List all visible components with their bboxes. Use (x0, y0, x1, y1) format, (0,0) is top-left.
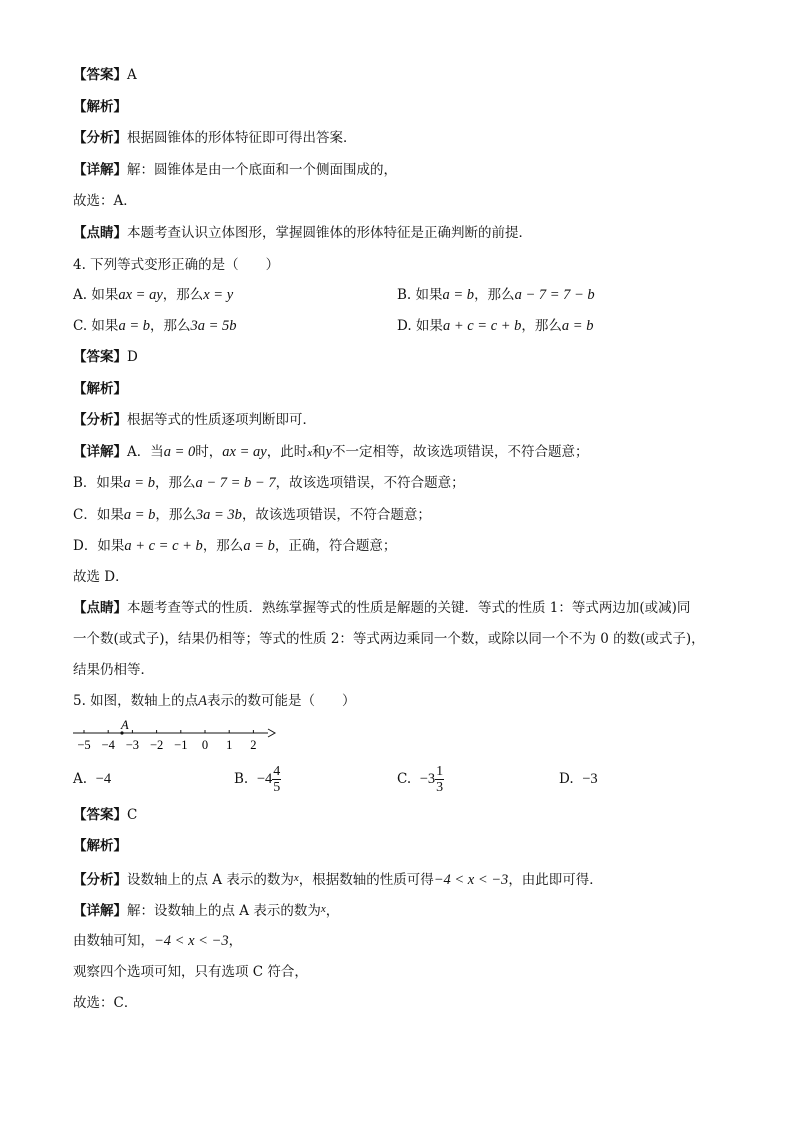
number-line-tick-label: −5 (77, 738, 91, 752)
q4-xiangjie-a (73, 443, 589, 462)
q3-analysis-heading (73, 98, 127, 116)
q4-xiangjie-b (73, 474, 465, 492)
option-mid: ，那么 (521, 318, 562, 334)
text: 时， (195, 444, 223, 460)
q4-dianjing-line (73, 599, 690, 617)
option-label: C. (397, 771, 412, 787)
analysis-tag: 【解析】 (73, 381, 127, 397)
math-expr: A (198, 693, 208, 709)
q4-fenxi-line (73, 411, 316, 429)
answer-value: C (127, 807, 138, 823)
q3-choose-line: 故选：A． (73, 193, 137, 209)
option-mid: ，那么 (149, 318, 191, 334)
text: ，那么 (154, 475, 196, 491)
text: ，正确，符合题意； (274, 538, 397, 554)
text: ，由此即可得． (508, 872, 603, 888)
answer-tag: 【答案】 (73, 807, 127, 823)
number-line-tick-label: −3 (125, 738, 140, 752)
math-expr: a + c = c + b (442, 318, 522, 334)
option-prefix: A. 如果 (73, 287, 119, 303)
analysis-tag: 【解析】 (73, 99, 127, 115)
text: C．如果 (73, 507, 124, 523)
math-expr: a − 7 = b − 7 (195, 475, 276, 491)
text: ， (325, 903, 340, 919)
text: B．如果 (73, 475, 124, 491)
dianjing-tag: 【点睛】 (73, 225, 127, 241)
option-label: D. (559, 771, 574, 787)
q5-analysis-heading (73, 837, 127, 855)
option-value: −3 (419, 771, 436, 787)
answer-value: D (127, 349, 138, 365)
math-expr: ax = ay (222, 444, 267, 460)
q4-xiangjie-c (73, 506, 431, 524)
number-line-tick-label: 2 (250, 738, 257, 752)
math-expr: a = b (442, 287, 475, 303)
text: ，故该选项错误，不符合题意； (241, 507, 431, 523)
text: ，根据数轴的性质可得 (298, 872, 434, 888)
fraction (272, 764, 281, 795)
xiangjie-tag: 【详解】 (73, 903, 127, 919)
math-expr: x = y (203, 287, 234, 303)
text: ， (228, 933, 243, 949)
math-expr: a = b (118, 318, 150, 334)
math-expr: a = 0 (163, 444, 196, 460)
q4-option-a (73, 286, 233, 304)
q5-choose-line: 故选：C． (73, 995, 138, 1011)
text: ，那么 (155, 507, 196, 523)
q4-option-b (397, 286, 595, 304)
option-value: −4 (256, 771, 273, 787)
fenxi-tag: 【分析】 (73, 872, 127, 888)
fenxi-tag: 【分析】 (73, 412, 127, 428)
math-expr: 3a = 5b (190, 318, 237, 334)
q5-option-a (73, 770, 111, 788)
math-expr: −4 < x < −3 (154, 933, 229, 949)
answer-tag: 【答案】 (73, 67, 127, 83)
number-line-tick-label: 1 (226, 738, 233, 752)
option-label: B. (234, 771, 249, 787)
fenxi-text: 根据圆锥体的形体特征即可得出答案． (127, 130, 357, 146)
xiangjie-text: 解：圆锥体是由一个底面和一个侧面围成的， (127, 162, 397, 178)
analysis-tag: 【解析】 (73, 838, 127, 854)
math-expr: a − 7 = 7 − b (514, 287, 595, 303)
q5-option-b (234, 760, 281, 798)
option-prefix: D. 如果 (397, 318, 443, 334)
text: 解：设数轴上的点 A 表示的数为 (127, 903, 321, 919)
option-prefix: B. 如果 (397, 287, 443, 303)
dianjing-text: 本题考查认识立体图形，掌握圆锥体的形体特征是正确判断的前提． (127, 225, 532, 241)
text: 不一定相等，故该选项错误，不符合题意； (332, 444, 589, 460)
number-line (68, 718, 278, 754)
number-line-tick-label: 0 (201, 738, 209, 752)
math-expr: x (320, 903, 326, 915)
dianjing-text: 本题考查等式的性质．熟练掌握等式的性质是解题的关键．等式的性质 1：等式两边加(或减)同 (127, 600, 691, 616)
math-expr: ax = ay (118, 287, 163, 303)
xiangjie-tag: 【详解】 (73, 162, 127, 178)
denominator: 3 (436, 780, 444, 795)
text: 5. 如图，数轴上的点 (73, 693, 199, 709)
numerator: 4 (273, 764, 281, 779)
q5-xiangjie-line (73, 900, 339, 920)
q5-stem (73, 692, 356, 710)
q5-fenxi-line (73, 869, 603, 889)
q3-fenxi-line (73, 129, 357, 147)
text: 由数轴可知， (73, 933, 154, 949)
q5-option-d (559, 770, 598, 788)
q4-dianjing-line-3: 结果仍相等． (73, 662, 154, 678)
q3-dianjing-line (73, 224, 532, 242)
q5-line-2 (73, 932, 242, 950)
q4-answer-line (73, 348, 138, 366)
math-expr: a = b (123, 475, 155, 491)
option-prefix: C. 如果 (73, 318, 119, 334)
math-expr: x (293, 872, 299, 884)
option-mid: ，那么 (474, 287, 515, 303)
numerator: 1 (436, 764, 444, 779)
math-expr: −4 < x < −3 (433, 872, 509, 888)
option-mid: ，那么 (162, 287, 204, 303)
math-expr: a = b (243, 538, 275, 554)
answer-tag: 【答案】 (73, 349, 127, 365)
q4-dianjing-line-2: 一个数(或式子)，结果仍相等；等式的性质 2：等式两边乘同一个数，或除以同一个不为 0 的数(或式子)， (73, 631, 705, 647)
math-expr: a = b (123, 507, 156, 523)
option-label: A. (73, 771, 88, 787)
option-value: −4 (95, 771, 112, 787)
q4-option-d (397, 317, 593, 335)
q5-option-c (397, 760, 444, 798)
text: ，那么 (202, 538, 244, 554)
number-line-tick-label: −1 (174, 738, 188, 752)
number-line-arrow (268, 729, 275, 737)
q3-answer-line (73, 66, 137, 84)
fenxi-tag: 【分析】 (73, 130, 127, 146)
xiangjie-tag: 【详解】 (73, 444, 127, 460)
text: 设数轴上的点 A 表示的数为 (127, 872, 294, 888)
math-expr: a + c = c + b (124, 538, 203, 554)
math-expr: a = b (561, 318, 594, 334)
text: 和 (312, 444, 326, 460)
dianjing-tag: 【点睛】 (73, 600, 127, 616)
text: 表示的数可能是（ ） (207, 693, 356, 709)
math-expr: x (307, 447, 313, 459)
math-expr: y (325, 444, 333, 460)
q4-xiangjie-d (73, 537, 396, 555)
q4-option-c (73, 317, 237, 335)
denominator: 5 (273, 780, 281, 795)
fraction (435, 764, 444, 795)
q5-line-3: 观察四个选项可知，只有选项 C 符合， (73, 964, 308, 980)
q3-xiangjie-line (73, 161, 397, 179)
option-value: −3 (582, 771, 598, 787)
q4-choose-line: 故选 D． (73, 569, 129, 585)
q5-answer-line (73, 806, 137, 824)
text: ，此时 (266, 444, 308, 460)
text: D．如果 (73, 538, 125, 554)
answer-value: A (127, 67, 137, 83)
math-expr: 3a = 3b (195, 507, 242, 523)
number-line-tick-label: −2 (149, 738, 164, 752)
text: A．当 (127, 444, 164, 460)
text: ，故该选项错误，不符合题意； (275, 475, 465, 491)
point-a-label: A (121, 718, 129, 732)
number-line-tick-label: −4 (101, 738, 115, 752)
fenxi-text: 根据等式的性质逐项判断即可． (127, 412, 316, 428)
q4-stem: 4. 下列等式变形正确的是（ ） (73, 257, 280, 273)
q4-analysis-heading (73, 380, 127, 398)
